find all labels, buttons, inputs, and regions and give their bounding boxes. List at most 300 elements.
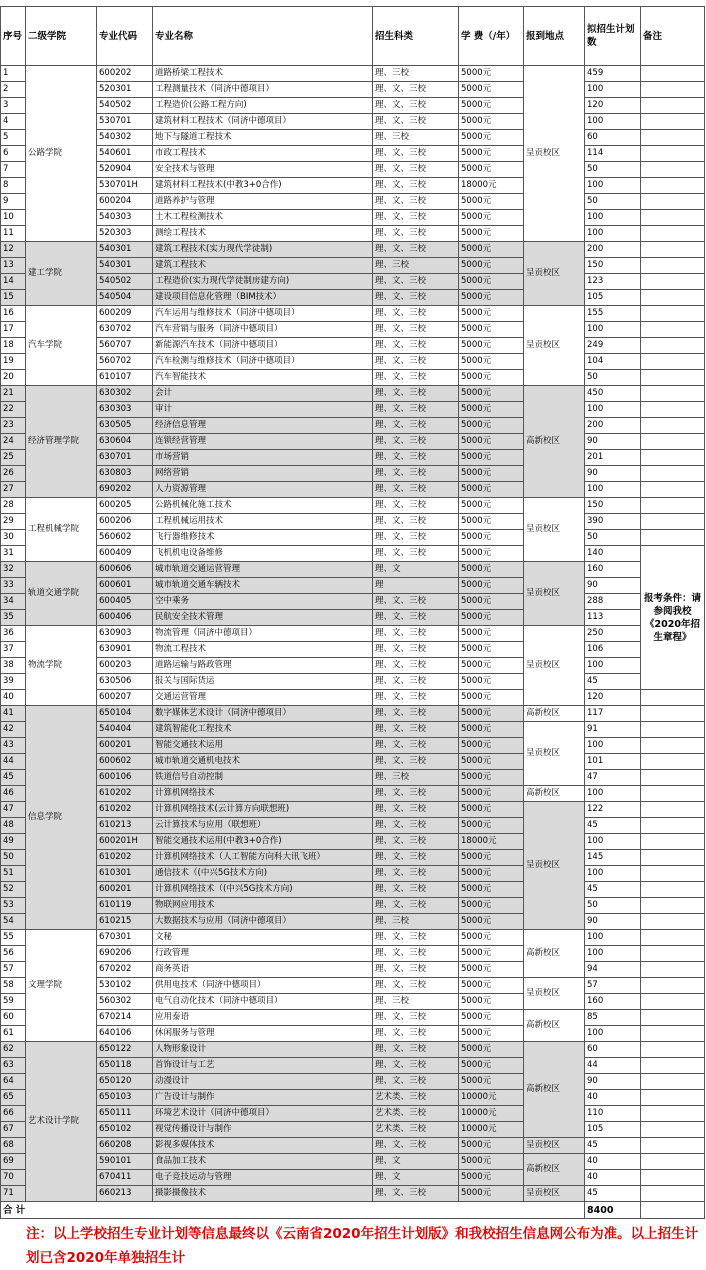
remarks-cell [641, 290, 705, 306]
remarks-cell [641, 1170, 705, 1186]
tuition: 5000元 [459, 850, 524, 866]
table-row [1, 354, 705, 370]
tuition: 5000元 [459, 674, 524, 690]
table-row [1, 370, 705, 386]
tuition: 5000元 [459, 466, 524, 482]
table-row [1, 130, 705, 146]
table-row [1, 658, 705, 674]
tuition: 5000元 [459, 418, 524, 434]
enroll-category: 理、文、三校 [373, 1058, 459, 1074]
row-number: 67 [1, 1122, 26, 1138]
major-code: 600409 [97, 546, 153, 562]
plan-count: 90 [585, 466, 641, 482]
remarks-cell [641, 530, 705, 546]
plan-count: 150 [585, 258, 641, 274]
remarks-cell [641, 1154, 705, 1170]
enroll-category: 理、文、三校 [373, 226, 459, 242]
row-number: 28 [1, 498, 26, 514]
plan-count: 91 [585, 722, 641, 738]
remarks-cell [641, 898, 705, 914]
table-row [1, 322, 705, 338]
plan-count: 45 [585, 674, 641, 690]
major-code: 660208 [97, 1138, 153, 1154]
major-name: 建筑材料工程技术（同济中德项目） [153, 114, 373, 130]
tuition: 5000元 [459, 1154, 524, 1170]
row-number: 71 [1, 1186, 26, 1202]
plan-count: 105 [585, 290, 641, 306]
enroll-category: 理、文、三校 [373, 482, 459, 498]
tuition: 10000元 [459, 1106, 524, 1122]
plan-count: 123 [585, 274, 641, 290]
campus-cell: 呈贡校区 [524, 626, 585, 706]
row-number: 30 [1, 530, 26, 546]
row-number: 43 [1, 738, 26, 754]
header-cell: 二级学院 [26, 7, 97, 66]
header-cell: 专业名称 [153, 7, 373, 66]
tuition: 5000元 [459, 114, 524, 130]
row-number: 50 [1, 850, 26, 866]
tuition: 5000元 [459, 626, 524, 642]
remarks-cell [641, 114, 705, 130]
header-cell: 序号 [1, 7, 26, 66]
table-row [1, 850, 705, 866]
tuition: 5000元 [459, 482, 524, 498]
campus-cell: 呈贡校区 [524, 562, 585, 626]
table-row [1, 802, 705, 818]
row-number: 47 [1, 802, 26, 818]
table-row [1, 290, 705, 306]
enroll-category: 理、文、三校 [373, 962, 459, 978]
table-row [1, 530, 705, 546]
major-name: 飞机机电设备维修 [153, 546, 373, 562]
enroll-category: 理、文、三校 [373, 210, 459, 226]
row-number: 54 [1, 914, 26, 930]
tuition: 5000元 [459, 562, 524, 578]
plan-count: 100 [585, 834, 641, 850]
header-cell: 备注 [641, 7, 705, 66]
major-name: 食品加工技术 [153, 1154, 373, 1170]
major-code: 530701 [97, 114, 153, 130]
campus-cell: 呈贡校区 [524, 802, 585, 930]
table-row [1, 274, 705, 290]
total-row [1, 1202, 705, 1219]
major-name: 云计算技术与应用（联想班） [153, 818, 373, 834]
table-row [1, 210, 705, 226]
major-code: 590101 [97, 1154, 153, 1170]
tuition: 5000元 [459, 98, 524, 114]
enroll-category: 理、文、三校 [373, 178, 459, 194]
enroll-category: 艺术类、三校 [373, 1106, 459, 1122]
major-name: 工程造价(实力现代学徒制房建方向) [153, 274, 373, 290]
tuition: 5000元 [459, 754, 524, 770]
remarks-cell [641, 786, 705, 802]
remarks-cell [641, 354, 705, 370]
major-name: 公路机械化施工技术 [153, 498, 373, 514]
table-row [1, 1074, 705, 1090]
major-code: 600201 [97, 738, 153, 754]
enroll-category: 理、文、三校 [373, 594, 459, 610]
campus-cell: 高新校区 [524, 1042, 585, 1138]
plan-count: 160 [585, 562, 641, 578]
row-number: 20 [1, 370, 26, 386]
remarks-note: 报考条件：请参阅我校《2020年招生章程》 [641, 546, 705, 690]
plan-count: 100 [585, 786, 641, 802]
major-code: 560302 [97, 994, 153, 1010]
campus-cell: 呈贡校区 [524, 722, 585, 786]
table-row [1, 642, 705, 658]
enroll-category: 理、文 [373, 1170, 459, 1186]
major-code: 650120 [97, 1074, 153, 1090]
major-code: 630701 [97, 450, 153, 466]
tuition: 5000元 [459, 514, 524, 530]
enroll-category: 理、文、三校 [373, 610, 459, 626]
row-number: 17 [1, 322, 26, 338]
major-name: 电子竞技运动与管理 [153, 1170, 373, 1186]
plan-count: 100 [585, 178, 641, 194]
major-name: 视觉传播设计与制作 [153, 1122, 373, 1138]
remarks-cell [641, 98, 705, 114]
table-row [1, 594, 705, 610]
remarks-cell [641, 450, 705, 466]
remarks-cell [641, 866, 705, 882]
remarks-cell [641, 1186, 705, 1202]
major-name: 工程机械运用技术 [153, 514, 373, 530]
major-name: 计算机网络技术 [153, 786, 373, 802]
table-row [1, 978, 705, 994]
table-row [1, 162, 705, 178]
tuition: 5000元 [459, 898, 524, 914]
row-number: 34 [1, 594, 26, 610]
row-number: 36 [1, 626, 26, 642]
plan-count: 249 [585, 338, 641, 354]
major-name: 行政管理 [153, 946, 373, 962]
table-row [1, 866, 705, 882]
row-number: 48 [1, 818, 26, 834]
plan-count: 250 [585, 626, 641, 642]
plan-count: 200 [585, 242, 641, 258]
major-code: 670202 [97, 962, 153, 978]
row-number: 41 [1, 706, 26, 722]
plan-count: 100 [585, 866, 641, 882]
remarks-cell [641, 1010, 705, 1026]
enroll-category: 理、文 [373, 562, 459, 578]
college-cell: 建工学院 [26, 242, 97, 306]
tuition: 5000元 [459, 338, 524, 354]
major-name: 汽车营销与服务（同济中德项目） [153, 322, 373, 338]
college-cell: 文理学院 [26, 930, 97, 1042]
major-name: 土木工程检测技术 [153, 210, 373, 226]
plan-count: 50 [585, 194, 641, 210]
remarks-cell [641, 882, 705, 898]
major-name: 大数据技术与应用（同济中德项目） [153, 914, 373, 930]
major-name: 建筑工程技术 [153, 258, 373, 274]
enroll-category: 理、文、三校 [373, 290, 459, 306]
enroll-category: 理、文、三校 [373, 402, 459, 418]
header-cell: 报到地点 [524, 7, 585, 66]
plan-count: 90 [585, 578, 641, 594]
major-name: 城市轨道交通车辆技术 [153, 578, 373, 594]
row-number: 15 [1, 290, 26, 306]
major-name: 汽车智能技术 [153, 370, 373, 386]
plan-count: 113 [585, 610, 641, 626]
major-name: 商务英语 [153, 962, 373, 978]
row-number: 45 [1, 770, 26, 786]
row-number: 63 [1, 1058, 26, 1074]
row-number: 70 [1, 1170, 26, 1186]
major-name: 新能源汽车技术（同济中德项目） [153, 338, 373, 354]
plan-count: 122 [585, 802, 641, 818]
row-number: 21 [1, 386, 26, 402]
tuition: 5000元 [459, 82, 524, 98]
row-number: 35 [1, 610, 26, 626]
table-row [1, 178, 705, 194]
row-number: 53 [1, 898, 26, 914]
plan-count: 45 [585, 1138, 641, 1154]
plan-count: 201 [585, 450, 641, 466]
enroll-category: 理、文、三校 [373, 1026, 459, 1042]
major-name: 连锁经营管理 [153, 434, 373, 450]
plan-count: 106 [585, 642, 641, 658]
major-name: 工程造价(公路工程方向) [153, 98, 373, 114]
row-number: 6 [1, 146, 26, 162]
major-name: 安全技术与管理 [153, 162, 373, 178]
remarks-cell [641, 1058, 705, 1074]
plan-count: 100 [585, 930, 641, 946]
major-name: 网络营销 [153, 466, 373, 482]
major-name: 计算机网络技术（(中兴5G技术方向) [153, 882, 373, 898]
major-code: 600601 [97, 578, 153, 594]
enroll-category: 理、文、三校 [373, 898, 459, 914]
tuition: 5000元 [459, 210, 524, 226]
remarks-cell [641, 210, 705, 226]
tuition: 5000元 [459, 818, 524, 834]
remarks-cell [641, 1202, 705, 1219]
campus-cell: 高新校区 [524, 386, 585, 498]
plan-count: 110 [585, 1106, 641, 1122]
remarks-cell [641, 1042, 705, 1058]
plan-count: 100 [585, 658, 641, 674]
table-row [1, 562, 705, 578]
remarks-cell [641, 738, 705, 754]
enroll-category: 理、文、三校 [373, 754, 459, 770]
table-row [1, 146, 705, 162]
row-number: 59 [1, 994, 26, 1010]
row-number: 1 [1, 66, 26, 82]
major-name: 工程测量技术（同济中德项目） [153, 82, 373, 98]
remarks-cell [641, 498, 705, 514]
remarks-cell [641, 418, 705, 434]
row-number: 3 [1, 98, 26, 114]
enroll-category: 理、文、三校 [373, 546, 459, 562]
remarks-cell [641, 1138, 705, 1154]
major-name: 休闲服务与管理 [153, 1026, 373, 1042]
major-name: 道路养护与管理 [153, 194, 373, 210]
campus-cell: 高新校区 [524, 930, 585, 978]
plan-count: 94 [585, 962, 641, 978]
tuition: 5000元 [459, 530, 524, 546]
remarks-cell [641, 274, 705, 290]
tuition: 5000元 [459, 994, 524, 1010]
plan-count: 114 [585, 146, 641, 162]
total-label: 合 计 [1, 1202, 585, 1219]
major-code: 640106 [97, 1026, 153, 1042]
enroll-category: 理、文、三校 [373, 1010, 459, 1026]
tuition: 5000元 [459, 1058, 524, 1074]
plan-count: 100 [585, 114, 641, 130]
remarks-cell [641, 930, 705, 946]
remarks-cell [641, 402, 705, 418]
enroll-category: 理、文、三校 [373, 306, 459, 322]
tuition: 5000元 [459, 370, 524, 386]
campus-cell: 呈贡校区 [524, 306, 585, 386]
major-name: 会计 [153, 386, 373, 402]
remarks-cell [641, 258, 705, 274]
row-number: 64 [1, 1074, 26, 1090]
header-cell: 拟招生计划数 [585, 7, 641, 66]
remarks-cell [641, 514, 705, 530]
plan-count: 200 [585, 418, 641, 434]
remarks-cell [641, 226, 705, 242]
enroll-category: 理、三校 [373, 770, 459, 786]
plan-count: 450 [585, 386, 641, 402]
table-row [1, 946, 705, 962]
plan-count: 45 [585, 818, 641, 834]
major-name: 测绘工程技术 [153, 226, 373, 242]
major-name: 道路运输与路政管理 [153, 658, 373, 674]
plan-count: 85 [585, 1010, 641, 1026]
major-code: 540301 [97, 258, 153, 274]
major-code: 690206 [97, 946, 153, 962]
major-code: 530102 [97, 978, 153, 994]
plan-count: 47 [585, 770, 641, 786]
table-row [1, 1026, 705, 1042]
plan-count: 145 [585, 850, 641, 866]
major-code: 630303 [97, 402, 153, 418]
major-code: 600206 [97, 514, 153, 530]
enroll-category: 理、文、三校 [373, 434, 459, 450]
tuition: 5000元 [459, 866, 524, 882]
major-name: 人物形象设计 [153, 1042, 373, 1058]
plan-count: 50 [585, 162, 641, 178]
table-row [1, 1186, 705, 1202]
major-code: 650122 [97, 1042, 153, 1058]
major-code: 560707 [97, 338, 153, 354]
major-code: 630903 [97, 626, 153, 642]
enroll-category: 理、文 [373, 1154, 459, 1170]
row-number: 42 [1, 722, 26, 738]
plan-count: 45 [585, 1186, 641, 1202]
tuition: 5000元 [459, 1010, 524, 1026]
tuition: 5000元 [459, 290, 524, 306]
major-name: 计算机网络技术(云计算方向联想班) [153, 802, 373, 818]
enroll-category: 理、文、三校 [373, 1138, 459, 1154]
enroll-category: 理、文、三校 [373, 658, 459, 674]
table-row [1, 1042, 705, 1058]
row-number: 33 [1, 578, 26, 594]
row-number: 26 [1, 466, 26, 482]
row-number: 37 [1, 642, 26, 658]
enroll-category: 理、文、三校 [373, 866, 459, 882]
major-code: 600207 [97, 690, 153, 706]
major-name: 市场营销 [153, 450, 373, 466]
plan-count: 100 [585, 738, 641, 754]
enroll-category: 理、文、三校 [373, 322, 459, 338]
plan-count: 100 [585, 226, 641, 242]
tuition: 5000元 [459, 434, 524, 450]
table-row [1, 546, 705, 562]
major-code: 610119 [97, 898, 153, 914]
major-code: 540301 [97, 242, 153, 258]
plan-count: 60 [585, 130, 641, 146]
major-code: 690202 [97, 482, 153, 498]
enroll-category: 理、文、三校 [373, 82, 459, 98]
major-code: 610215 [97, 914, 153, 930]
table-row [1, 1106, 705, 1122]
remarks-cell [641, 818, 705, 834]
tuition: 5000元 [459, 498, 524, 514]
table-row [1, 578, 705, 594]
table-row [1, 386, 705, 402]
row-number: 38 [1, 658, 26, 674]
major-name: 汽车运用与维修技术（同济中德项目） [153, 306, 373, 322]
enroll-category: 理、文、三校 [373, 1186, 459, 1202]
remarks-cell [641, 1090, 705, 1106]
plan-count: 105 [585, 1122, 641, 1138]
tuition: 5000元 [459, 738, 524, 754]
major-name: 应用泰语 [153, 1010, 373, 1026]
tuition: 5000元 [459, 322, 524, 338]
table-row [1, 498, 705, 514]
remarks-cell [641, 338, 705, 354]
major-code: 670301 [97, 930, 153, 946]
major-code: 630505 [97, 418, 153, 434]
college-cell: 汽车学院 [26, 306, 97, 386]
table-row [1, 242, 705, 258]
major-code: 600201H [97, 834, 153, 850]
college-cell: 艺术设计学院 [26, 1042, 97, 1202]
enroll-category: 理、文、三校 [373, 354, 459, 370]
enroll-category: 理、文、三校 [373, 450, 459, 466]
campus-cell: 呈贡校区 [524, 1138, 585, 1154]
row-number: 52 [1, 882, 26, 898]
major-name: 空中乘务 [153, 594, 373, 610]
enroll-category: 理、文、三校 [373, 818, 459, 834]
campus-cell: 高新校区 [524, 786, 585, 802]
row-number: 49 [1, 834, 26, 850]
total-value: 8400 [585, 1202, 641, 1219]
row-number: 62 [1, 1042, 26, 1058]
major-code: 540601 [97, 146, 153, 162]
table-row [1, 1090, 705, 1106]
header-cell: 学 费（/年） [459, 7, 524, 66]
table-row [1, 98, 705, 114]
plan-count: 100 [585, 946, 641, 962]
major-code: 540404 [97, 722, 153, 738]
enroll-category: 理、文、三校 [373, 722, 459, 738]
major-code: 540502 [97, 274, 153, 290]
remarks-cell [641, 178, 705, 194]
enroll-category: 理、三校 [373, 914, 459, 930]
major-name: 数字媒体艺术设计（同济中德项目） [153, 706, 373, 722]
plan-count: 44 [585, 1058, 641, 1074]
table-row [1, 626, 705, 642]
plan-count: 90 [585, 914, 641, 930]
major-name: 电气自动化技术（同济中德项目） [153, 994, 373, 1010]
major-name: 环境艺术设计（同济中德项目） [153, 1106, 373, 1122]
row-number: 46 [1, 786, 26, 802]
campus-cell: 呈贡校区 [524, 66, 585, 242]
table-row [1, 82, 705, 98]
